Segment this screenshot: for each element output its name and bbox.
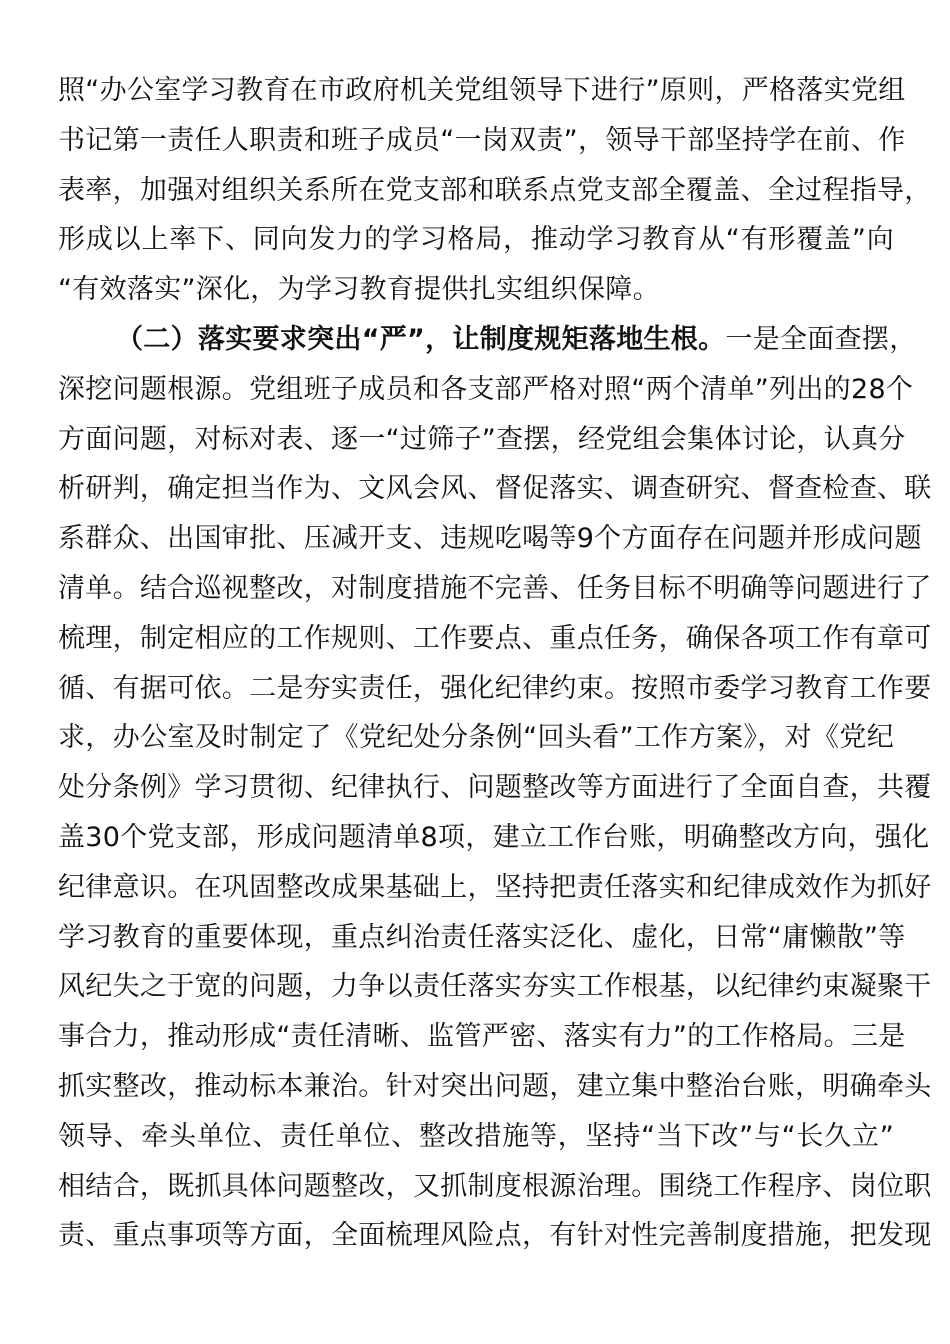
text-line: 表率，加强对组织关系所在党支部和联系点党支部全覆盖、全过程指导， [58,174,932,206]
document-body [58,66,932,1261]
text-line: 深挖问题根源。党组班子成员和各支部严格对照“两个清单”列出的28个 [58,373,914,405]
section-heading: （二）落实要求突出“严”，让制度规矩落地生根。 [116,323,726,355]
text-line: 照“办公室学习教育在市政府机关党组领导下进行”原则，严格落实党组 [58,75,906,106]
text-line: 事合力，推动形成“责任清晰、监管严密、落实有力”的工作格局。三是 [58,1021,906,1053]
paragraph-2 [58,315,932,1261]
text-line: 求，办公室及时制定了《党纪处分条例“回头看”工作方案》，对《党纪 [58,722,894,754]
section-first-line [58,315,917,365]
text-line: 系群众、出国审批、压减开支、违规吃喝等9个方面存在问题并形成问题 [58,523,922,555]
text-line: 处分条例》学习贯彻、纪律执行、问题整改等方面进行了全面自查，共覆 [58,772,932,804]
text-line: 书记第一责任人职责和班子成员“一岗双责”，领导干部坚持学在前、作 [58,124,906,156]
text-line: 析研判，确定担当作为、文风会风、督促落实、调查研究、督查检查、联 [58,473,932,505]
text-line: 相结合，既抓具体问题整改，又抓制度根源治理。围绕工作程序、岗位职 [58,1170,932,1202]
text-line: 风纪失之于宽的问题，力争以责任落实夯实工作根基，以纪律约束凝聚干 [58,971,932,1003]
text-line: 循、有据可依。二是夯实责任，强化纪律约束。按照市委学习教育工作要 [58,672,932,704]
paragraph-1 [58,66,932,315]
text-line: “有效落实”深化，为学习教育提供扎实组织保障。 [58,274,660,306]
text-line: 纪律意识。在巩固整改成果基础上，坚持把责任落实和纪律成效作为抓好 [58,871,932,903]
text-line: 清单。结合巡视整改，对制度措施不完善、任务目标不明确等问题进行了 [58,572,932,604]
text-line: 方面问题，对标对表、逐一“过筛子”查摆，经党组会集体讨论，认真分 [58,423,906,455]
section-first-line-text: 一是全面查摆， [725,323,917,355]
text-line: 领导、牵头单位、责任单位、整改措施等，坚持“当下改”与“长久立” [58,1120,894,1152]
text-line: 学习教育的重要体现，重点纠治责任落实泛化、虚化，日常“庸懒散”等 [58,921,906,953]
text-line: 抓实整改，推动标本兼治。针对突出问题，建立集中整治台账，明确牵头 [58,1070,932,1102]
text-line: 责、重点事项等方面，全面梳理风险点，有针对性完善制度措施，把发现 [58,1220,932,1252]
text-line: 形成以上率下、同向发力的学习格局，推动学习教育从“有形覆盖”向 [58,224,894,256]
text-line: 梳理，制定相应的工作规则、工作要点、重点任务，确保各项工作有章可 [58,622,932,654]
text-line: 盖30个党支部，形成问题清单8项，建立工作台账，明确整改方向，强化 [58,821,930,853]
